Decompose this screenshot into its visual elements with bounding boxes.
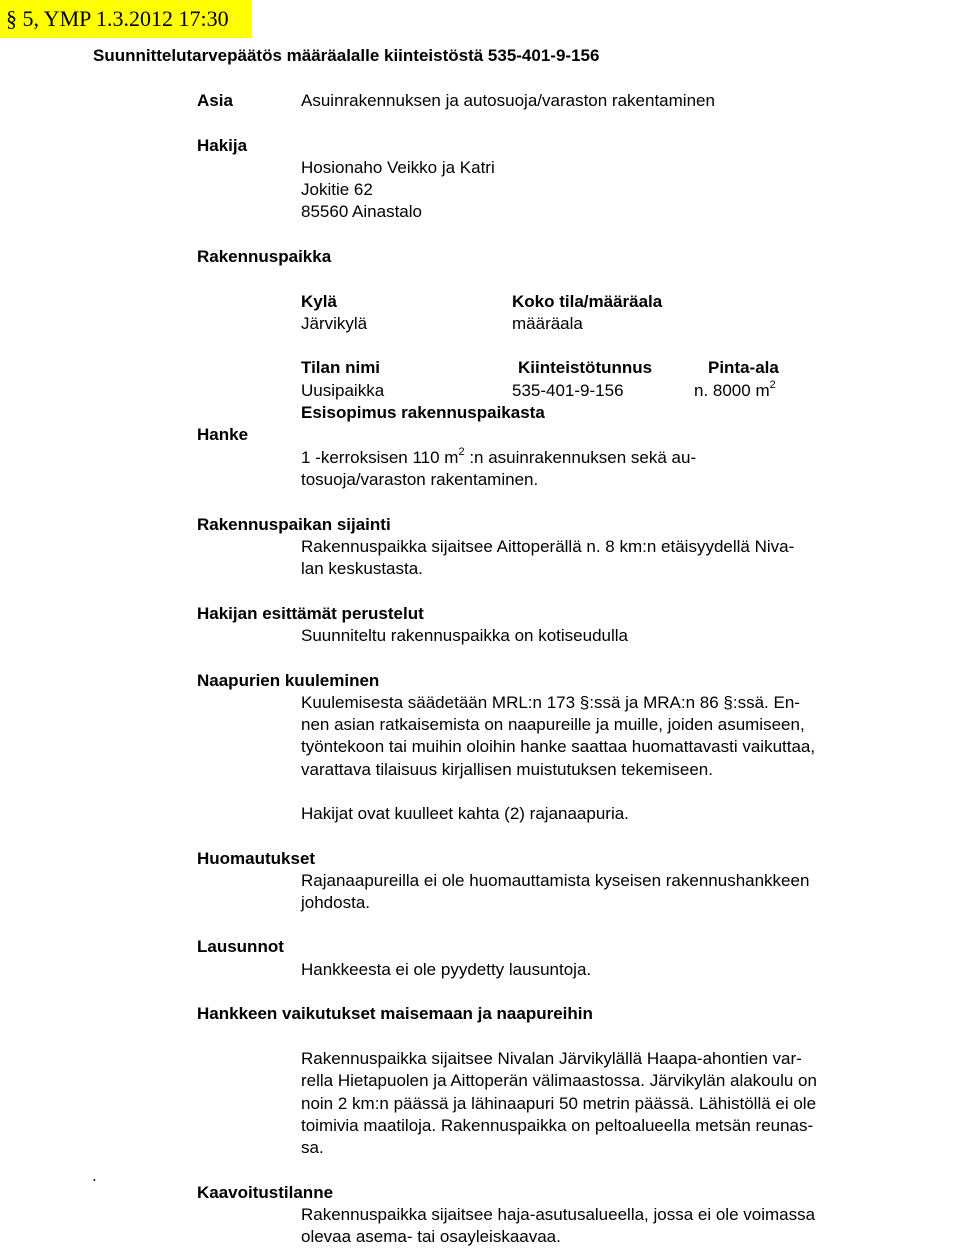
document-title: Suunnittelutarvepäätös määräalalle kiinteistöstä 535-401-9-156 xyxy=(93,46,600,65)
koko-value: määräala xyxy=(512,314,583,333)
lausunnot-label: Lausunnot xyxy=(197,937,284,956)
section-header: § 5, YMP 1.3.2012 17:30 xyxy=(6,6,229,31)
koko-label: Koko tila/määräala xyxy=(512,292,663,311)
vaikutukset-line1: Rakennuspaikka sijaitsee Nivalan Järvikylällä Haapa-ahontien var- xyxy=(301,1049,802,1068)
vaikutukset-label: Hankkeen vaikutukset maisemaan ja naapureihin xyxy=(197,1004,593,1023)
lausunnot-text: Hankkeesta ei ole pyydetty lausuntoja. xyxy=(301,960,592,979)
huomautukset-line1: Rajanaapureilla ei ole huomauttamista kyseisen rakennushankkeen xyxy=(301,871,810,890)
kaavoitus-line1: Rakennuspaikka sijaitsee haja-asutusalueella, jossa ei ole voimassa xyxy=(301,1205,816,1224)
esisopimus-heading: Esisopimus rakennuspaikasta xyxy=(301,403,545,422)
kuuleminen-line2: nen asian ratkaisemista on naapureille ja muille, joiden asumiseen, xyxy=(301,715,805,734)
hanke-desc-superscript: 2 xyxy=(458,446,465,459)
vaikutukset-line3: noin 2 km:n päässä ja lähinaapuri 50 metrin päässä. Lähistöllä ei ole xyxy=(301,1094,817,1113)
hanke-description-line1 xyxy=(301,448,696,468)
kuuleminen-line1: Kuulemisesta säädetään MRL:n 173 §:ssä ja MRA:n 86 §:ssä. En- xyxy=(301,693,800,712)
kuuleminen-line5: Hakijat ovat kuulleet kahta (2) rajanaapuria. xyxy=(301,804,629,823)
perustelut-text: Suunniteltu rakennuspaikka on kotiseudulla xyxy=(301,626,629,645)
asia-label: Asia xyxy=(197,91,233,110)
kaavoitus-label: Kaavoitustilanne xyxy=(197,1183,334,1202)
hakija-postal: 85560 Ainastalo xyxy=(301,202,422,221)
kuuleminen-label: Naapurien kuuleminen xyxy=(197,671,380,690)
tilan-nimi-value: Uusipaikka xyxy=(301,381,385,400)
pinta-ala-value xyxy=(694,381,776,401)
vaikutukset-line5: sa. xyxy=(301,1138,324,1157)
sijainti-line1: Rakennuspaikka sijaitsee Aittoperällä n. 8 km:n etäisyydellä Niva- xyxy=(301,537,795,556)
vaikutukset-line2: rella Hietapuolen ja Aittoperän välimaastossa. Järvikylän alakoulu on xyxy=(301,1071,817,1090)
sijainti-line2: lan keskustasta. xyxy=(301,559,423,578)
kiinteistotunnus-value: 535-401-9-156 xyxy=(512,381,624,400)
hanke-label: Hanke xyxy=(197,425,249,444)
tilan-nimi-label: Tilan nimi xyxy=(301,358,381,377)
kiinteistotunnus-label: Kiinteistötunnus xyxy=(518,358,653,377)
rakennuspaikka-label: Rakennuspaikka xyxy=(197,247,332,266)
hanke-description-line2: tosuoja/varaston rakentaminen. xyxy=(301,470,539,489)
kuuleminen-line4: varattava tilaisuus kirjallisen muistutuksen tekemiseen. xyxy=(301,760,713,779)
pinta-ala-number: n. 8000 m xyxy=(694,381,770,400)
huomautukset-label: Huomautukset xyxy=(197,849,316,868)
hakija-label: Hakija xyxy=(197,136,248,155)
pinta-ala-superscript: 2 xyxy=(769,379,776,392)
hanke-desc-part-a: 1 -kerroksisen 110 m xyxy=(301,448,459,467)
perustelut-label: Hakijan esittämät perustelut xyxy=(197,604,424,623)
hakija-name: Hosionaho Veikko ja Katri xyxy=(301,158,495,177)
kyla-label: Kylä xyxy=(301,292,337,311)
pinta-ala-label: Pinta-ala xyxy=(708,358,779,377)
hanke-desc-part-b: :n asuinrakennuksen sekä au- xyxy=(464,448,697,467)
kyla-value: Järvikylä xyxy=(301,314,368,333)
kuuleminen-line3: työntekoon tai muihin oloihin hanke saattaa huomattavasti vaikuttaa, xyxy=(301,737,816,756)
stray-dot: . xyxy=(92,1166,97,1185)
asia-value: Asuinrakennuksen ja autosuoja/varaston rakentaminen xyxy=(301,91,715,110)
kaavoitus-line2: olevaa asema- tai osayleiskaavaa. xyxy=(301,1227,561,1246)
sijainti-label: Rakennuspaikan sijainti xyxy=(197,515,391,534)
huomautukset-line2: johdosta. xyxy=(301,893,370,912)
hakija-street: Jokitie 62 xyxy=(301,180,373,199)
vaikutukset-line4: toimivia maatiloja. Rakennuspaikka on peltoalueella metsän reunas- xyxy=(301,1116,814,1135)
